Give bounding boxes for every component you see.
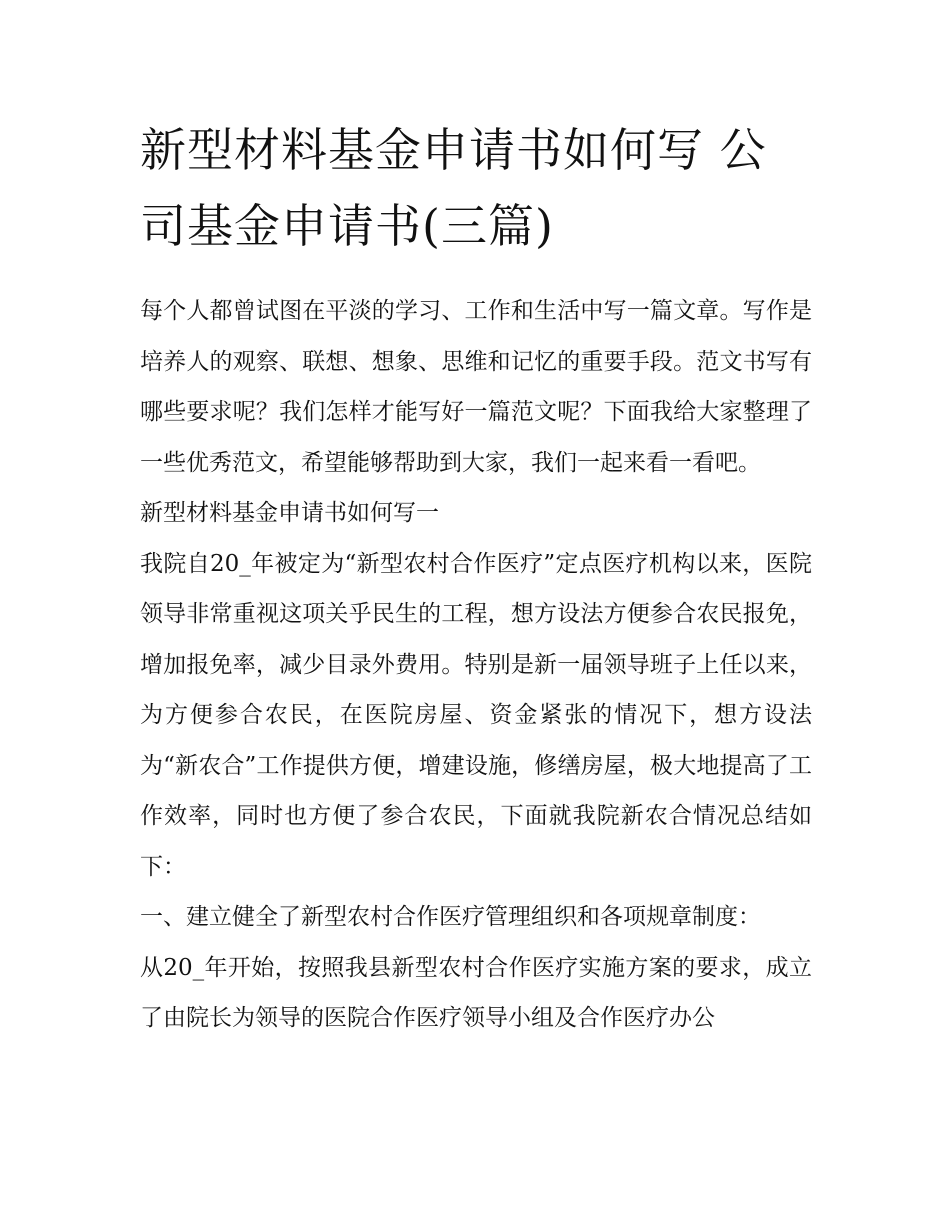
- document-page: [140, 112, 812, 1044]
- body-paragraph: 我院自20_年被定为“新型农村合作医疗”定点医疗机构以来，医院领导非常重视这项关乎民生的工程，想方设法方便参合农民报免，增加报免率，减少目录外费用。特别是新一届领导班子上任以来，为方便参合农民，在医院房屋、资金紧张的情况下，想方设法为“新农合”工作提供方便，增建设施，修缮房屋，极大地提高了工作效率，同时也方便了参合农民，下面就我院新农合情况总结如下：: [140, 550, 812, 880]
- section-heading: 新型材料基金申请书如何写一: [140, 500, 439, 526]
- subsection-heading: 一、建立健全了新型农村合作医疗管理组织和各项规章制度：: [140, 904, 761, 930]
- body-paragraph-continued: 从20_年开始，按照我县新型农村合作医疗实施方案的要求，成立了由院长为领导的医院合作医疗领导小组及合作医疗办公: [140, 954, 812, 1031]
- document-title: 新型材料基金申请书如何写 公司基金申请书(三篇): [140, 123, 767, 253]
- document-body: [140, 286, 812, 1044]
- intro-paragraph: 每个人都曾试图在平淡的学习、工作和生活中写一篇文章。写作是培养人的观察、联想、想象、思维和记忆的重要手段。范文书写有哪些要求呢？我们怎样才能写好一篇范文呢？下面我给大家整理了一些优秀范文，希望能够帮助到大家，我们一起来看一看吧。: [140, 298, 812, 476]
